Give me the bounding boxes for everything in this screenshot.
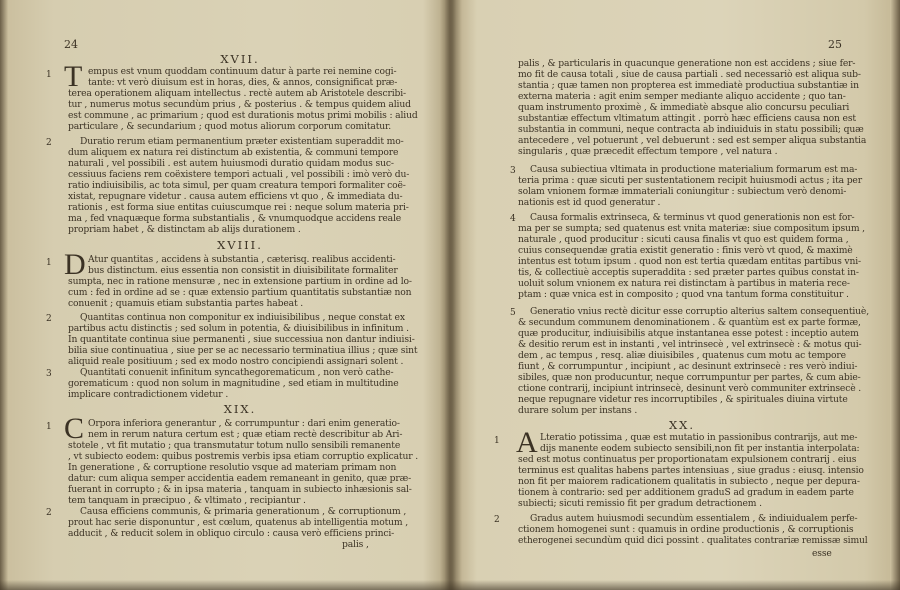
paragraph-number: 1 <box>46 422 52 432</box>
text-line: Generatio vnius rectè dicitur esse corruptio alterius saltem consequentiuè, <box>530 306 869 317</box>
text-line: , vt subiecto eodem: quibus postremis verbis ipsa etiam corruptio explicatur . <box>68 451 419 462</box>
drop-cap: T <box>64 60 83 93</box>
text-line: est commune , ac primarium ; quod est durationis motus primi mobilis : aliud <box>68 110 418 121</box>
text-line: Quantitati conuenit infinitum syncathegorematicum , non verò cathe- <box>80 367 394 378</box>
text-line: ptam : quæ vnica est in composito ; quod vna tantum forma constituitur . <box>518 289 849 300</box>
text-line: substantiæ effectum vltimatum attingit . porrò hæc efficiens causa non est <box>518 113 856 124</box>
text-line: Atur quantitas , accidens à substantia , cæterisq. realibus accidenti- <box>88 254 396 265</box>
left-page <box>0 0 448 590</box>
text-line: bilia siue continuatiua , siue per se ac necessario terminatiua illius ; quæ sint <box>68 345 418 356</box>
section-heading: XIX. <box>223 402 257 416</box>
text-line: stotele , vt fit mutatio ; qua transmutatur totum nullo sensibili remanente <box>68 440 401 451</box>
right-page <box>452 0 900 590</box>
text-line: fiunt , & corrumpuntur , incipiunt , ac desinunt extrinsecè : res verò indiui- <box>518 361 858 372</box>
text-line: propriam habet , & distinctam ab alijs durationem . <box>68 224 301 235</box>
text-line: particulare , & secundarium ; quod motus aliorum corporum comitatur. <box>68 121 392 132</box>
text-line: implicare contradictionem videtur . <box>68 389 229 400</box>
paragraph-number: 2 <box>494 515 500 525</box>
text-line: cessiuus faciens rem coëxistere tempori actuali , vel possibili : imò verò du- <box>68 169 410 180</box>
book-bottom-edge <box>0 580 900 590</box>
text-line: Lteratio potissima , quæ est mutatio in passionibus contrarijs, aut me- <box>540 432 858 443</box>
paragraph-number: 1 <box>46 258 52 268</box>
page-number: 24 <box>64 38 78 51</box>
drop-cap: D <box>64 248 86 281</box>
text-line: cum : fed in ordine ad se : quæ extensio partium quantitatis substantiæ non <box>68 287 412 298</box>
text-line: sed est motus continuatus per proportionatam expulsionem contrarij . eius <box>518 454 857 465</box>
paragraph-number: 5 <box>510 308 516 318</box>
paragraph-number: 4 <box>510 214 516 224</box>
paragraph-number: 3 <box>46 369 52 379</box>
text-line: ma per se sumpta; sed quatenus est vnita materiæ: siue compositum ipsum , <box>518 223 865 234</box>
text-line: In quantitate continua siue permanenti , siue successiua non dantur indiuisi- <box>68 334 415 345</box>
text-line: gorematicum : quod non solum in magnitudine , sed etiam in multitudine <box>68 378 399 389</box>
text-line: tem tanquam in præcipuo , & vltimato , recipiantur . <box>68 495 306 506</box>
text-line: palis , & particularis in quacunque generatione non est accidens ; siue fer- <box>518 58 856 69</box>
paragraph-number: 1 <box>494 436 500 446</box>
text-line: tante: vt verò diuisum est in horas, dies, & annos, consignificat præ- <box>88 77 398 88</box>
text-line: esse <box>812 548 832 559</box>
text-line: quam instrumento proximè , & immediatè absque alio concursu peculiari <box>518 102 850 113</box>
text-line: terminus est qualitas habens partes intensiuas , siue gradus : eiusq. intensio <box>518 465 864 476</box>
text-line: Quantitas continua non componitur ex indiuisibilibus , neque constat ex <box>80 312 405 323</box>
text-line: naturali , vel possibili . est autem huiusmodi duratio quidam modus suc- <box>68 158 394 169</box>
text-line: neque repugnare videtur res incorruptibiles , & spirituales diuina virtute <box>518 394 848 405</box>
section-heading: XX. <box>668 418 696 432</box>
text-line: adducit , & reducit solem in obliquo circulo : causa verò efficiens princi- <box>68 528 395 539</box>
text-line: nem in rerum natura certum est ; quæ etiam rectè describitur ab Ari- <box>88 429 403 440</box>
text-line: nationis est id quod generatur . <box>518 197 661 208</box>
text-line: Causa efficiens communis, & primaria generationum , & corruptionum , <box>80 506 407 517</box>
text-line: intentus est totum ipsum . quod non est tertia quædam entitas partibus vni- <box>518 256 861 267</box>
text-line: tis, & collectiuè acceptis superaddita : sed præter partes quibus constat in- <box>518 267 859 278</box>
text-line: subiecti; sicuti remissio fit per gradum detractionem . <box>518 498 762 509</box>
text-line: dum aliquem ex natura rei distinctum ab existentia, & communi tempore <box>68 147 399 158</box>
text-line: partibus actu distinctis ; sed solum in potentia, & diuisibilibus in infinitum . <box>68 323 409 334</box>
text-line: antecedere , vel potuerunt , vel debuerunt : sed est semper aliqua substantia <box>518 135 867 146</box>
text-line: naturale , quod producitur : sicuti causa finalis vt quo est quidem forma , <box>518 234 849 245</box>
text-line: rationis , est forma siue entitas cuiuscumque rei : neque solum materia pri- <box>68 202 409 213</box>
text-line: ma , fed vnaquæque forma substantialis , & vnumquodque accidens reale <box>68 213 402 224</box>
text-line: durare solum per instans . <box>518 405 638 416</box>
paragraph-number: 2 <box>46 508 52 518</box>
page-number: 25 <box>828 38 842 51</box>
text-line: Gradus autem huiusmodi secundùm essentialem , & indiuidualem perfe- <box>530 513 858 524</box>
text-line: prout hac serie disponuntur , est cœlum, quatenus ab intelligentia motum , <box>68 517 409 528</box>
text-line: xistat, repugnare videtur . causa autem efficiens vt quo , & immediata du- <box>68 191 403 202</box>
text-line: conuenit ; quamuis etiam substantia partes habeat . <box>68 298 304 309</box>
text-line: uoluit solum vnionem ex natura rei distinctam à partibus in materia rece- <box>518 278 850 289</box>
text-line: substantia in communi, neque contracta ab indiuiduis in statu possibili; quæ <box>518 124 864 135</box>
text-line: tionem à contrario: sed per additionem graduS ad gradum in eadem parte <box>518 487 854 498</box>
text-line: palis , <box>342 539 369 550</box>
text-line: empus est vnum quoddam continuum datur à parte rei nemine cogi- <box>88 66 397 77</box>
text-line: Causa subiectiua vltimata in productione materialium formarum est ma- <box>530 164 858 175</box>
text-line: Duratio rerum etiam permanentium præter existentiam superaddit mo- <box>80 136 404 147</box>
text-line: Causa formalis extrinseca, & terminus vt quod generationis non est for- <box>530 212 855 223</box>
paragraph-number: 1 <box>46 70 52 80</box>
text-line: In generatione , & corruptione resolutio vsque ad materiam primam non <box>68 462 397 473</box>
text-line: mo fit de causa totali , siue de causa partiali . sed necessariò est aliqua sub- <box>518 69 861 80</box>
drop-cap: A <box>516 426 538 459</box>
paragraph-number: 2 <box>46 314 52 324</box>
paragraph-number: 2 <box>46 138 52 148</box>
text-line: solam vnionem formæ immateriali coniungitur : subiectum verò denomi- <box>518 186 847 197</box>
text-line: ctione contrarij, incipiunt intrinsecè, desinunt verò communiter extrinsecè . <box>518 383 862 394</box>
text-line: non fit per maiorem radicationem qualitatis in subiecto , neque per depura- <box>518 476 860 487</box>
text-line: dijs manente eodem subiecto sensibili,non fit per instantia interpolata: <box>540 443 860 454</box>
text-line: ratio indiuisibilis, ac tota simul, per quam creatura tempori formaliter coë- <box>68 180 406 191</box>
text-line: tur , numerus motus secundùm prius , & posterius . & tempus quidem aliud <box>68 99 411 110</box>
text-line: externa materia : agit enim semper mediante aliquo accidente ; quo tan- <box>518 91 846 102</box>
text-line: Orpora inferiora generantur , & corrumpuntur : dari enim generatio- <box>88 418 400 429</box>
text-line: singularis , quæ præcedit effectum tempore , vel natura . <box>518 146 778 157</box>
text-line: teria prima : quæ sicuti per sustentationem recipit huiusmodi actus ; ita per <box>518 175 862 186</box>
text-line: bus distinctum. eius essentia non consistit in diuisibilitate formaliter <box>88 265 398 276</box>
text-line: & desitio rerum est in instanti , vel intrinsecè , vel extrinsecè : & motus qui- <box>518 339 862 350</box>
text-line: sumpta, nec in ratione mensuræ , nec in extensione partium in ordine ad lo- <box>68 276 412 287</box>
text-line: ctionem homogenei sunt : quamuis in ordine productionis , & corruptionis <box>518 524 854 535</box>
text-line: dem , ac tempus , resq. aliæ diuisibiles , quatenus cum motu ac tempore <box>518 350 846 361</box>
text-line: fuerant in corrupto ; & in ipsa materia , tanquam in subiecto inhæsionis sal- <box>68 484 412 495</box>
section-heading: XVIII. <box>217 238 263 252</box>
text-line: aliquid reale positiuum ; sed ex modo nostro concipiendi assignari solent . <box>68 356 404 367</box>
text-line: datur: cum aliqua semper accidentia eadem remaneant in genito, quæ præ- <box>68 473 412 484</box>
text-line: etherogenei secundùm quid dici possint . qualitates contrariæ remissæ simul <box>518 535 868 546</box>
paragraph-number: 3 <box>510 166 516 176</box>
text-line: cuius consequendæ gratia existit generatio : finis verò vt quod, & maximè <box>518 245 853 256</box>
text-line: quæ producitur, indiuisibilis atque instantanea esse potest : inceptio autem <box>518 328 859 339</box>
text-line: & secundum communem denominationem . & quantùm est ex parte formæ, <box>518 317 861 328</box>
drop-cap: C <box>64 412 85 445</box>
text-line: sibiles, quæ non producuntur, neque corrumpuntur per partes, & cum abie- <box>518 372 861 383</box>
text-line: stantia ; quæ tamen non propterea est immediatè productiua substantiæ in <box>518 80 859 91</box>
text-line: terea operationem aliquam intellectus . rectè autem ab Aristotele describi- <box>68 88 406 99</box>
section-heading: XVII. <box>220 52 260 66</box>
